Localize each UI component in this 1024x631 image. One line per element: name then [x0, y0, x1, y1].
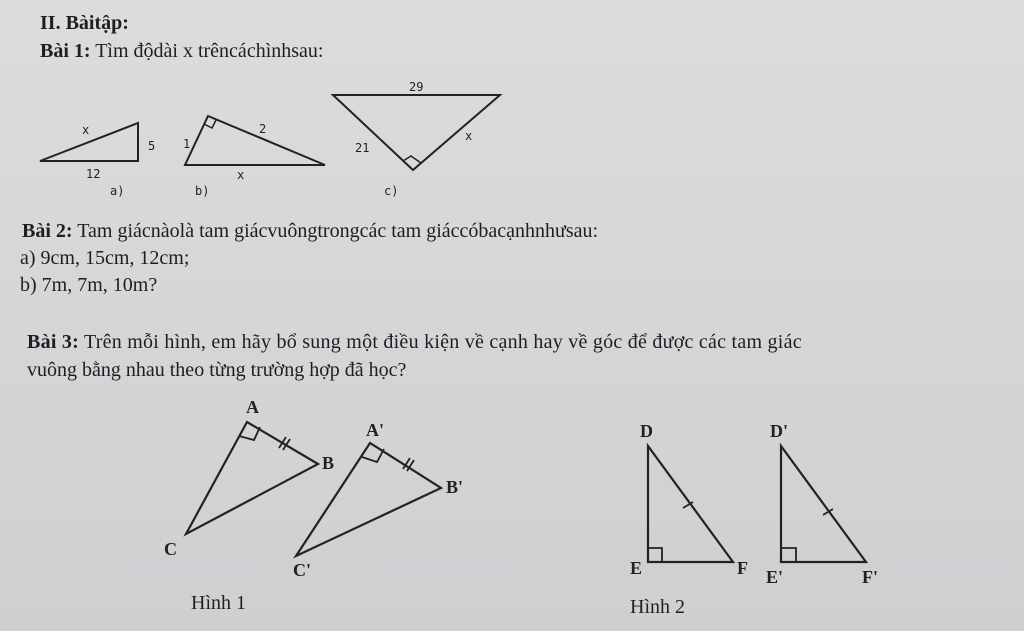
caption-c: c) — [384, 184, 399, 198]
vertex-c: C — [164, 539, 177, 559]
exercise-1-label: Bài 1: — [40, 40, 91, 62]
vertex-d: D — [640, 421, 653, 441]
vertex-f-prime: F' — [862, 567, 878, 587]
exercise-3-text: Trên mỗi hình, em hãy bổ sung một điều kiện về cạnh hay về góc để được các tam giác — [79, 331, 802, 353]
caption-hinh-2: Hình 2 — [630, 596, 685, 618]
label-a-side: 5 — [148, 139, 156, 153]
label-c-top: 29 — [409, 80, 424, 94]
label-b-left: 1 — [183, 137, 191, 151]
label-b-bottom: x — [237, 168, 245, 182]
exercise-1-figures — [40, 95, 500, 170]
vertex-b: B — [322, 453, 335, 473]
hinh-2-figure — [648, 446, 866, 562]
vertex-c-prime: C' — [293, 560, 311, 580]
exercise-3 — [27, 331, 802, 354]
caption-b: b) — [195, 184, 210, 198]
vertex-a: A — [246, 397, 259, 417]
triangle-c — [333, 95, 500, 170]
exercise-2 — [22, 220, 598, 243]
vertex-e: E — [630, 558, 643, 578]
exercise-2-option-b: b) 7m, 7m, 10m? — [20, 274, 158, 296]
right-angle-mark-e — [648, 548, 662, 562]
vertex-a-prime: A' — [366, 420, 384, 440]
triangle-d2e2f2 — [781, 446, 866, 562]
label-b-top: 2 — [259, 122, 267, 136]
exercise-2-label: Bài 2: — [22, 220, 73, 242]
exercise-3-label: Bài 3: — [27, 331, 80, 353]
label-c-right: x — [465, 129, 473, 143]
label-c-left: 21 — [355, 141, 370, 155]
vertex-e-prime: E' — [766, 567, 784, 587]
exercise-2-text: Tam giácnàolà tam giácvuôngtrongcác tam giáccóbacạnhnhưsau: — [72, 220, 599, 242]
hinh-1-figure — [186, 422, 441, 556]
exercise-2-option-a: a) 9cm, 15cm, 12cm; — [20, 247, 190, 269]
label-a-top: x — [82, 123, 90, 137]
vertex-d-prime: D' — [770, 421, 788, 441]
triangle-b — [185, 116, 325, 165]
caption-hinh-1: Hình 1 — [191, 592, 246, 614]
vertex-f: F — [737, 558, 748, 578]
vertex-b-prime: B' — [446, 477, 464, 497]
label-a-bottom: 12 — [86, 167, 101, 181]
caption-a: a) — [110, 184, 125, 198]
exercise-1-text: Tìm độdài x trêncáchìnhsau: — [90, 40, 324, 62]
exercise-3-text-line-2: vuông bằng nhau theo từng trường hợp đã học? — [27, 359, 407, 381]
right-angle-mark-e2 — [781, 548, 796, 562]
section-heading: II. Bàitập: — [40, 12, 129, 34]
